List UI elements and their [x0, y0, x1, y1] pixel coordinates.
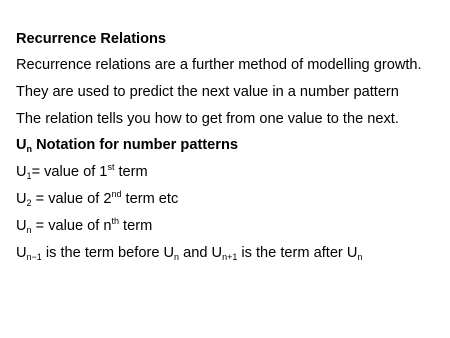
term-text: and — [179, 245, 212, 261]
term-text: = value of 1 — [31, 164, 108, 180]
term-subscript: 2 — [26, 198, 32, 208]
term-symbol: U — [346, 245, 358, 261]
term-symbol: U — [163, 245, 175, 261]
term-subscript: n — [174, 252, 180, 262]
term-symbol: U — [211, 245, 223, 261]
term-tail: term — [114, 164, 148, 180]
term-text: = value of 2 — [31, 191, 112, 207]
term-tail: term — [119, 218, 153, 234]
notation-heading — [16, 137, 238, 154]
term-symbol: U — [16, 191, 27, 207]
paragraph-method: Recurrence relations are a further method of modelling growth. — [16, 57, 422, 73]
term-tail: term etc — [121, 191, 179, 207]
paragraph-predict: They are used to predict the next value in a number pattern — [16, 84, 399, 100]
notation-line-nth-term — [16, 218, 152, 235]
term-text: = value of n — [31, 218, 112, 234]
term-subscript: 1 — [26, 171, 32, 181]
notation-line-first-term — [16, 164, 148, 181]
notation-heading-text: Notation for number patterns — [32, 137, 238, 153]
term-subscript: n — [357, 252, 363, 262]
notation-heading-subscript: n — [26, 144, 33, 154]
ordinal-superscript: th — [111, 216, 119, 226]
notation-line-before-after — [16, 245, 362, 262]
term-subscript: n+1 — [222, 252, 238, 262]
paragraph-relation: The relation tells you how to get from one value to the next. — [16, 111, 399, 127]
notation-heading-symbol: U — [16, 137, 27, 153]
notation-line-second-term — [16, 191, 178, 208]
term-text: is the term after — [237, 245, 347, 261]
term-symbol: U — [16, 218, 27, 234]
term-symbol: U — [16, 164, 27, 180]
ordinal-superscript: nd — [111, 189, 122, 199]
slide-title: Recurrence Relations — [16, 31, 167, 47]
ordinal-superscript: st — [107, 162, 115, 172]
term-text: is the term before — [41, 245, 164, 261]
term-symbol: U — [16, 245, 27, 261]
term-subscript: n−1 — [26, 252, 42, 262]
term-subscript: n — [26, 225, 32, 235]
